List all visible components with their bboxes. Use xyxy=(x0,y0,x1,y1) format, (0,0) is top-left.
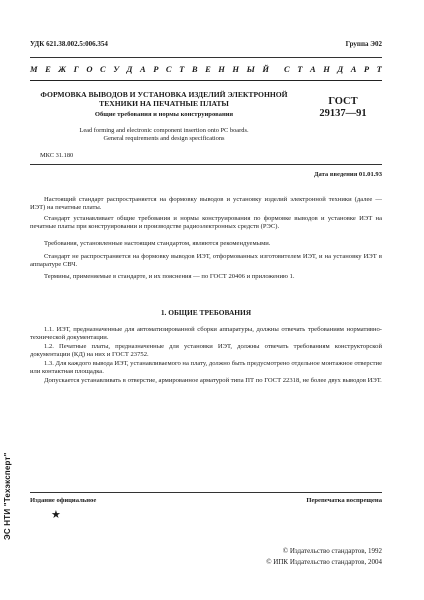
date-rule xyxy=(30,164,382,165)
banner-letter: Р xyxy=(153,64,159,74)
banner-letter: Е xyxy=(45,64,51,74)
banner-letter: Т xyxy=(179,64,185,74)
banner-letter: Т xyxy=(297,64,303,74)
banner-letter: Т xyxy=(376,64,382,74)
banner-letter: Г xyxy=(73,64,79,74)
star-icon: ★ xyxy=(51,509,61,521)
banner-letter: Й xyxy=(262,64,269,74)
banner-letter: Е xyxy=(205,64,211,74)
banner-letter: О xyxy=(86,64,93,74)
document-subtitle: Общие требования и нормы конструирования xyxy=(94,111,234,118)
section-paragraph: 1.3. Для каждого вывода ИЭТ, устанавливаемого на плату, должно быть предусмотрено отдельное монтажное отверстие или контактная площадка. xyxy=(30,360,382,375)
gost-number: 29137—91 xyxy=(319,108,367,119)
banner-letter: У xyxy=(113,64,120,74)
intro-paragraph: Требования, установленные настоящим стандартом, являются рекомендуемыми. xyxy=(44,240,271,247)
section-paragraph: Допускается устанавливать в отверстие, армированное арматурой типа ПТ по ГОСТ 22318, не более двух выводов ИЭТ. xyxy=(44,377,382,384)
title-line-2: ТЕХНИКИ НА ПЕЧАТНЫЕ ПЛАТЫ xyxy=(99,99,229,108)
banner-letter: С xyxy=(284,64,290,74)
intro-paragraph: Стандарт устанавливает общие требования и нормы конструирования по формовке выводов и установке ИЭТ на печатные платы при конструировании и производстве радиоэлектронных средств (РЭС). xyxy=(30,215,382,230)
banner-letter: В xyxy=(191,64,198,74)
title-line-1: ФОРМОВКА ВЫВОДОВ И УСТАНОВКА ИЗДЕЛИЙ ЭЛЕКТРОННОЙ xyxy=(40,90,288,99)
official-edition-label: Издание официальное xyxy=(30,497,97,504)
standard-banner xyxy=(30,64,382,74)
banner-letter: А xyxy=(309,64,316,74)
intro-paragraph: Настоящий стандарт распространяется на формовку выводов и установку изделий электронной техники (далее — ИЭТ) на печатные платы. xyxy=(30,196,382,211)
banner-letter: Ж xyxy=(58,64,67,74)
gost-label: ГОСТ xyxy=(328,96,358,107)
banner-letter: Д xyxy=(337,64,344,74)
footer-rule xyxy=(30,492,382,493)
banner-letter: Н xyxy=(323,64,330,74)
banner-letter: С xyxy=(165,64,172,74)
reprint-prohibited-label: Перепечатка воспрещена xyxy=(306,497,382,504)
banner-letter: Ы xyxy=(246,64,255,74)
copyright-line: © Издательство стандартов, 1992 xyxy=(282,547,382,555)
document-title xyxy=(30,90,298,108)
mks-code: МКС 31.180 xyxy=(40,152,74,159)
group-code: Группа Э02 xyxy=(345,40,382,48)
section-paragraph: 1.2. Печатные платы, предназначенные для установки ИЭТ, должны отвечать требованиям конструкторской документации (КД) на них и ГОСТ 23752. xyxy=(30,343,382,358)
banner-letter: А xyxy=(139,64,146,74)
side-watermark: ЭС НТИ "Техэксперт" xyxy=(3,452,12,540)
udk-code: УДК 621.38.002.5:006.354 xyxy=(30,40,108,48)
banner-letter: С xyxy=(99,64,106,74)
gost-designation xyxy=(308,96,378,120)
intro-paragraph: Термины, применяемые в стандарте, и их пояснения — по ГОСТ 20406 и приложению 1. xyxy=(44,273,295,280)
banner-letter: Н xyxy=(232,64,240,74)
intro-paragraph: Стандарт не распространяется на формовку выводов ИЭТ, отформованных изготовителем ИЭТ, и на установку ИЭТ в аппаратуре СВЧ. xyxy=(30,253,382,268)
top-rule xyxy=(30,57,382,58)
effective-date: Дата введения 01.01.93 xyxy=(313,171,382,178)
banner-letter: М xyxy=(30,64,38,74)
section-paragraph: 1.1. ИЭТ, предназначенные для автоматизированной сборки аппаратуры, должны отвечать требованиям нормативно-технической документации. xyxy=(30,326,382,341)
section-heading: 1. ОБЩИЕ ТРЕБОВАНИЯ xyxy=(160,308,252,317)
copyright-line: © ИПК Издательство стандартов, 2004 xyxy=(266,558,382,566)
english-title xyxy=(30,127,298,143)
banner-rule xyxy=(30,80,382,81)
english-title-line-1: Lead forming and electronic component insertion onto PC boards. xyxy=(79,127,249,134)
banner-letter: Д xyxy=(126,64,133,74)
banner-letter: Р xyxy=(363,64,370,74)
banner-letter: Н xyxy=(218,64,225,74)
english-title-line-2: General requirements and design specifications xyxy=(103,135,225,142)
banner-letter: А xyxy=(350,64,357,74)
